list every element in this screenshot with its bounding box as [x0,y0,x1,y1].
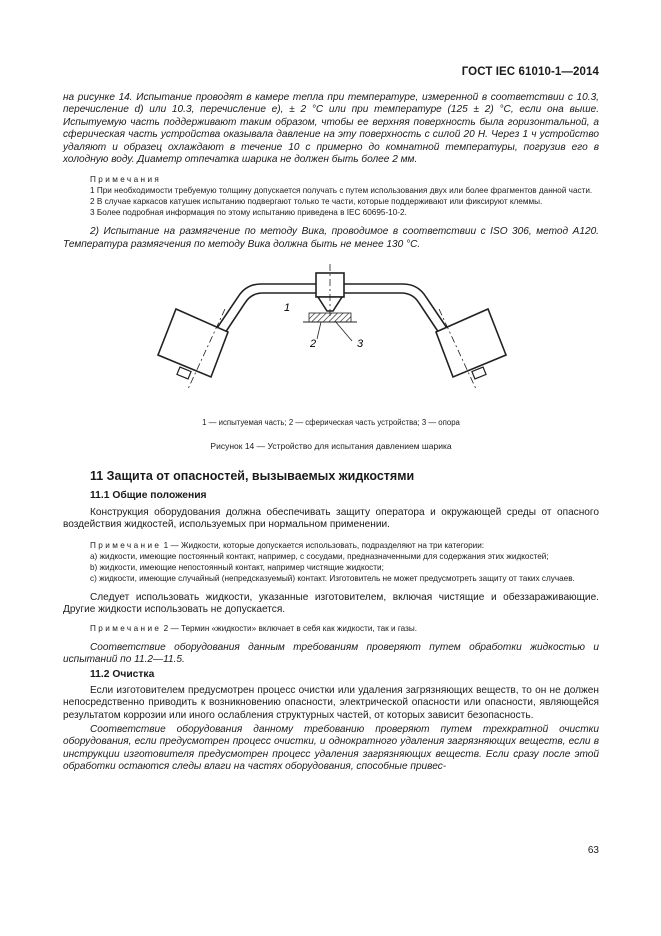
figure-label-3: 3 [357,338,364,351]
notes-heading: Примечания [90,175,162,185]
note-2-lead: Примечание [90,623,162,633]
note-item: 2 В случае каркасов катушек испытанию подвергают только те части, которые поддерживают или фиксируют клеммы. [90,197,543,207]
section-11-1-text2: Следует использовать жидкости, указанные изготовителем, включая чистящие и обеззараживающие. Другие жидкости использовать не допускается. [63,591,599,616]
figure-caption: Рисунок 14 — Устройство для испытания давлением шарика [210,440,452,451]
figure-label-1: 1 [284,302,291,315]
page-number: 63 [587,845,599,856]
page-content [63,92,599,774]
section-11-1-text: Конструкция оборудования должна обеспечивать защиту оператора и окружающей среды от опасного воздействия жидкостей, используемых при нормальном применении. [63,506,599,531]
note-1-line [63,540,599,551]
left-screw [177,367,191,379]
right-weight-block [436,309,506,377]
note-item: 3 Более подробная информация по этому испытанию приведена в IEC 60695-10-2. [90,208,407,218]
notes-block [63,174,599,185]
note-1-lead: Примечание [90,540,162,550]
document-header: ГОСТ IEC 61010-1—2014 [461,66,599,78]
note-1-item-c: c) жидкости, имеющие случайный (непредсказуемый) контакт. Изготовитель не может предусмотреть защиту от таких случаев. [90,573,575,583]
note-1-item-b: b) жидкости, имеющие непостоянный контакт, например чистящие жидкости; [90,562,384,572]
figure-label-2: 2 [310,338,317,351]
section-11-2-compliance: Соответствие оборудования данному требованию проверяют путем трехкратной очистки оборудования, если предусмотрен процесс очистки, и однократного удаления загрязняющих веществ, если в инструкции изготовителя предусмотрен процесс удаления загрязняющих веществ. Если сразу после этой обработки остаются следы влаги на частях оборудования, способные привес- [63,723,599,773]
note-1-text: 1 — Жидкости, которые допускается использовать, подразделяют на три категории: [163,540,485,550]
section-11-2-text: Если изготовителем предусмотрен процесс очистки или удаления загрязняющих веществ, то он не должен непосредственно приводить к возникновению опасности, электрической опасности или опасности, являющейся результатом коррозии или иного ослабления структурных частей, от которых зависит безопасность. [63,684,599,721]
leader-line-3 [335,321,352,341]
note-1-item-a: a) жидкости, имеющие постоянный контакт, например, с сосудами, предназначенными для содержания этих жидкостей; [90,551,549,561]
ball-pressure-apparatus-diagram [63,259,599,419]
leader-line-2 [317,322,321,339]
section-11-1-heading: 11.1 Общие положения [90,490,207,502]
note-2-line [63,623,599,634]
top-paragraph: на рисунке 14. Испытание проводят в камере тепла при температуре, измеренной в соответствии с 10.3, перечисление d) или 10.3, перечисление e), ± 2 °C или при температуре (125 ± 2) °C, если она выше. Испытуемую часть поддерживают таким образом, чтобы ее верхняя поверхность была горизонтальной, а сферическая часть устройства оказывала давление на эту поверхность с силой 20 Н. Через 1 ч устройство удаляют и образец охлаждают в течение 10 с примерно до комнатной температуры, погрузив его в холодную воду. Диаметр отпечатка шарика не должен быть более 2 мм. [63,92,599,166]
section-11-heading: 11 Защита от опасностей, вызываемых жидкостями [90,469,415,484]
vicat-paragraph: 2) Испытание на размягчение по методу Вика, проводимое в соответствии с ISO 306, метод A120. Температура размягчения по методу Вика должна быть не менее 130 °C. [63,226,599,250]
left-weight-block [158,309,228,377]
note-2-text: 2 — Термин «жидкости» включает в себя как жидкости, так и газы. [163,623,418,633]
figure-14 [63,259,599,419]
figure-legend: 1 — испытуемая часть; 2 — сферическая часть устройства; 3 — опора [202,418,460,428]
section-11-2-heading: 11.2 Очистка [90,669,155,681]
section-11-1-compliance: Соответствие оборудования данным требованиям проверяют путем обработки жидкостью и испытаний по 11.2—11.5. [63,641,599,665]
note-item: 1 При необходимости требуемую толщину допускается получать с путем использования двух или более фрагментов данной части. [90,186,593,196]
test-specimen [309,313,351,322]
